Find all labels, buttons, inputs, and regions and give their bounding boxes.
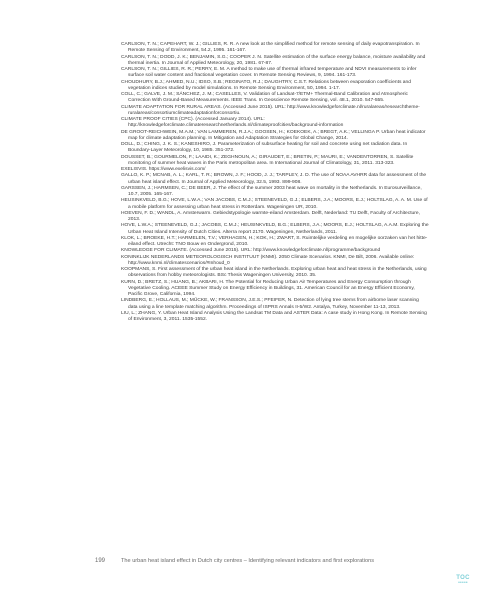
toc-dots-icon: ••••• xyxy=(458,580,468,586)
reference-entry: CARLSON, T. N.; GILLIES, R. R.; PERRY, E. M. A method to make use of thermal infrared temperature and NDVI measurements to infer surface soil water content and fractional vegetation cover. In Remote Sensing Reviews, 9, 1994. 161-173. xyxy=(121,67,417,79)
reference-entry: DE GROOT-REICHWEIN, M.A.M.; VAN LAMMEREN, R.J.A.; GOOSEN, H.; KOEKOEK, A.; BREGT, A.K.; VELLINGA P. Urban heat indicator map for climate adaptation planning. In Mitigation and Adaptation Strategies for Global Change, 2014. xyxy=(121,129,426,141)
reference-entry: HOVE, L.W.A.; STEENEVELD, G.J.; JACOBS, C.M.J.; HEUSINKVELD, B.G.; ELBERS, J.A.; MOORS, E.J.; HOLTSLAG, A.A.M. Exploring the Urban Heat Island Intensity of Dutch Cities. Alterra report 2170. Wageningen, Netherlands, 2011. xyxy=(121,223,429,235)
reference-entry: EXELISVIS. https://www.exelisvis.com/ xyxy=(121,167,206,172)
reference-entry: HEUSINKVELD, B.G.; HOVE, L.W.A.; VAN JACOBS, C.M.J.; STEENEVELD, G.J.; ELBERS, J.A.; MOORS, E.J.; HOLTSLAG, A. A. M. Use of a mobile platform for assessing urban heat stress in Rotterdam. Wageningen UR, 2010. xyxy=(121,198,428,210)
reference-entry: KURN, D.; BRETZ, S.; HUANG, B.; AKBARI, H. The Potential for Reducing Urban Air Temperatures and Energy Consumption through Vegetative Cooling. ACEEE Summer Study on Energy Efficiency in Buildings, 31. American Council for an Energy Efficient Economy, Pacific Grove, California, 1994. xyxy=(121,279,415,297)
reference-entry: DOLL, D.; CHING, J. K. S.; KANESHIRO, J. Parameterization of subsurface heating for soil and concrete using net radiation data. In Boundary-Layer Meteorology, 10, 1985. 351-372. xyxy=(121,142,408,154)
reference-entry: LINDBERG, E.; HOLLAUS, M.; MÜCKE, W.; FRANSSON, J.E.S.; PFEIFER, N. Detection of lying tree stems from airborne laser scanning data using a line template matching algorithm. Proceedings of ISPRS Annals II-5/W2. Antalya, Turkey, November 11-13, 2013. xyxy=(121,298,419,310)
reference-entry: COLL, C.; GALVE, J. M.; SÁNCHEZ, J. M.; CASELLES, V. Validation of Landsat-7/ETM+ Thermal-Band Calibration and Atmospheric Correction With Ground-Based Measurements. IEEE Trans. In Geoscience Remote Sensing, vol. 48.1, 2010. 547-555. xyxy=(121,92,408,104)
reference-entry: HOEVEN, F. D.; WANDL, A. Amsterwarm. Gebiedstypologie warmte-eiland Amsterdam. Delft, Nederland: TU Delft, Faculty of Architecture, 2013. xyxy=(121,210,420,222)
reference-entry: KONINKLIJK NEDERLANDS METEOROLOGISCH INSTITUUT (KNMI). 2050 Climate Scenarios. KNMI, De Bilt, 2006. Available online: http://www.knmi.nl/climatescenarios/#Inhoud_0 xyxy=(121,254,415,266)
running-title: The urban heat island effect in Dutch city centres – Identifying relevant indicators and first explorations xyxy=(121,558,374,564)
page-number: 199 xyxy=(95,558,106,564)
reference-list xyxy=(121,42,429,323)
reference-entry: GARSSEN, J.; HARMSEN, C.; DE BEER, J. The effect of the summer 2003 heat wave on mortality in the Netherlands. In Eurosurveillance, 10.7, 2005. 165-167. xyxy=(121,185,422,197)
reference-entry: CARLSON, T. N.; DODD, J. K.; BENJAMIN, S.G.; COOPER J. N. Satellite estimation of the surface energy balance, moisture availability and thermal inertia. In Journal of Applied Meteorology, 20, 1981. 67-87. xyxy=(121,54,426,66)
reference-entry: KOOPMANS, S. First assessment of the urban heat island in the Netherlands. Exploring urban heat and heat stress in the Netherlands, using observations from hobby meteorologists. BSc Thesis Wageningen University, 2010. 35. xyxy=(121,267,427,279)
toc-label: TOC xyxy=(456,575,470,581)
reference-entry: CLIMATE PROOF CITIES (CPC). (Accessed January 2014). URL: http://knowledgeforclimate.climateresearchnetherlands.nl/climateproofcities/background-information xyxy=(121,117,344,129)
page-footer xyxy=(0,558,486,572)
reference-entry: CARLSON, T. N.; CAPEHART, W. J.; GILLIES, R. R. A new look at the simplified method for remote sensing of daily evapotranspiration. In Remote Sensing of Environment, 54.2, 1995. 161-167. xyxy=(121,42,420,54)
reference-entry: LIU, L.; ZHANG, Y. Urban Heat Island Analysis Using the Landsat TM Data and ASTER Data: A case study in Hong Kong. In Remote Sensing of Environment, 3, 2011. 1535-1552. xyxy=(121,310,427,322)
reference-entry: CHOUDHURY, B.J.; AHMED, N.U.; IDSO, S.B.; REGINATO, R.J.; DAUGHTRY, C.S.T. Relations between evaporation coefficients and vegetation indices studied by model simulations. In Remote Sensing Environment, 50, 1994. 1-17. xyxy=(121,79,411,91)
reference-entry: KLOK, L.; BROEKE, H.T.; HARMELEN, T.V.; VERHAGEN, H.; KOK, H.; ZWART, S. Ruimtelijke verdeling en mogelijke oorzaken van het hitte-eiland effect. Utrecht: TNO Bouw en Ondergrond, 2010. xyxy=(121,235,428,247)
reference-entry: DOUSSET, B.; GOURMELON, F.; LAAIDI, K.; ZEGHNOUN, A.; GIRAUDET, E.; BRETIN, P.; MAURI, E.; VANDENTORREN, S. Satellite monitoring of summer heat waves in the Paris metropolitan area. In International Journal of Climatology, 31, 2011. 313-323. xyxy=(121,154,414,166)
reference-entry: GALLO, K. P.; MCNAB, A. L.; KARL, T. R.; BROWN, J. F.; HOOD, J. J.; TARPLEY, J. D. The use of NOAA AVHRR data for assessment of the urban heat island effect. In Journal of Applied Meteorology, 32.5, 1993. 899-908. xyxy=(121,173,427,185)
reference-entry: KNOWLEDGE FOR CLIMATE. (Accessed June 2015). URL: http://www.knowledgeforclimate.nl/programme/background xyxy=(121,248,381,254)
toc-link[interactable] xyxy=(455,575,471,585)
reference-entry: CLIMATE ADAPTATION FOR RURAL AREAS. (Accessed June 2015). URL: http://www.knowledgeforclimate.nl/ruralareas/researchtheme-ruralareas/consortiumclimateadaptationforconsortiu. xyxy=(121,104,420,116)
